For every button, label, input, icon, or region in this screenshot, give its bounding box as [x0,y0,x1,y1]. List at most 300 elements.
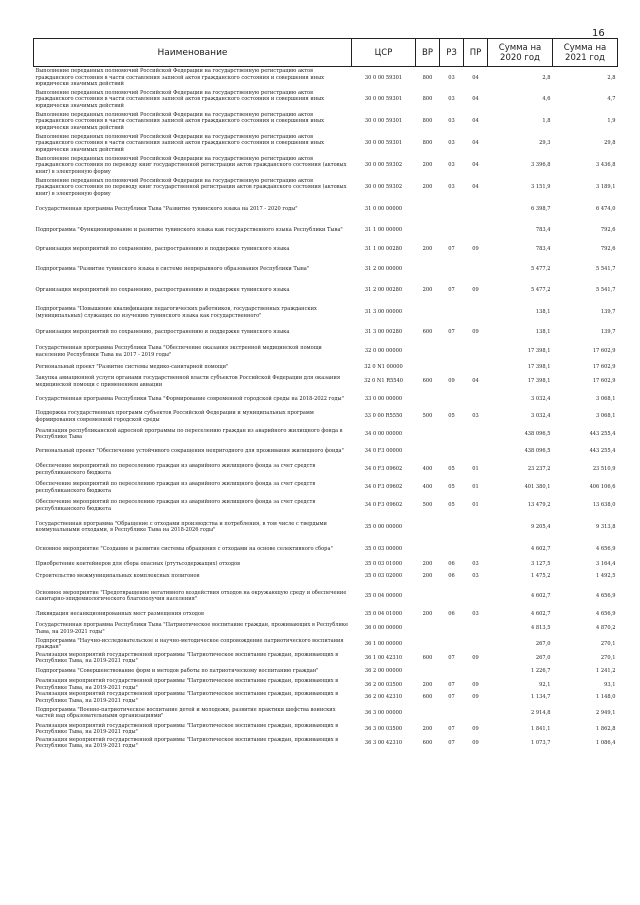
cell-csr: 30 0 00 59301 [364,96,403,103]
cell-sum-2020: 267,0 [535,640,551,647]
cell-sum-2020: 1,8 [542,118,551,125]
header-vr: ВР [416,39,440,67]
cell-sum-2020: 267,0 [535,654,551,661]
cell-sum-2021: 1 086,4 [596,739,616,746]
cell-sum-2020: 23 237,2 [527,466,551,473]
cell-rz: 03 [448,96,455,103]
cell-pr: 03 [472,573,479,580]
cell-sum-2021: 23 510,9 [592,466,616,473]
cell-pr: 09 [472,287,479,294]
cell-sum-2020: 3 396,8 [531,162,551,169]
cell-name: Государственная программа "Обращение с отходами производства и потребления, в том числе с твердыми коммунальными отходами, в Республике Тыва на 2018-2026 годы" [35,520,327,533]
table-row [34,637,618,652]
cell-csr: 34 0 F3 00000 [364,448,403,455]
header-name: Наименование [34,39,352,67]
cell-name: Региональный проект "Обеспечение устойчивого сокращения непригодного для проживания жилищного фонда" [35,448,344,455]
cell-csr: 34 0 F3 09602 [364,484,403,491]
cell-vr [416,540,440,560]
cell-sum-2021: 1 862,8 [596,725,616,732]
cell-rz [440,584,464,609]
cell-rz: 06 [448,573,455,580]
cell-csr: 31 0 00 00000 [364,205,403,212]
cell-pr: 04 [472,118,479,125]
cell-sum-2021: 13 638,0 [592,502,616,509]
table-row [34,584,618,609]
header-rz: РЗ [440,39,464,67]
table-row [34,652,618,665]
cell-sum-2021: 4 656,9 [596,546,616,553]
cell-vr: 200 [422,573,433,580]
cell-vr [416,664,440,678]
cell-sum-2021: 4 656,9 [596,611,616,618]
cell-vr [416,704,440,722]
cell-rz: 06 [448,611,455,618]
cell-pr [464,199,488,220]
cell-sum-2021: 139,7 [600,309,616,316]
cell-sum-2020: 4 813,5 [531,625,551,632]
cell-pr: 01 [472,502,479,509]
cell-rz: 06 [448,561,455,568]
cell-pr: 09 [472,654,479,661]
cell-csr: 31 3 00 00280 [364,328,403,335]
cell-sum-2020: 92,1 [539,681,551,688]
cell-name: Региональный проект "Развитие системы медико-санитарной помощи" [35,364,229,371]
cell-name: Организация мероприятий по сохранению, распространению и поддержке тувинского языка [35,287,290,294]
cell-vr [416,584,440,609]
cell-sum-2020: 438 096,5 [524,430,551,437]
cell-pr [464,391,488,408]
cell-csr: 30 0 00 59301 [364,140,403,147]
cell-vr: 200 [422,246,433,253]
cell-sum-2020: 5 477,2 [531,287,551,294]
cell-rz [440,259,464,280]
cell-vr: 800 [422,74,433,81]
cell-sum-2021: 443 255,4 [589,448,616,455]
table-row [34,391,618,408]
table-row [34,540,618,560]
cell-name: Поддержка государственных программ субъектов Российской Федерации и муниципальных программ формирования современной городской среды [35,410,314,423]
cell-pr [464,341,488,363]
cell-sum-2021: 792,6 [600,246,616,253]
cell-sum-2020: 138,1 [535,309,551,316]
cell-name: Выполнение переданных полномочий Российской Федерации на государственную регистрацию актов гражданского состояния в части составления записей актов гражданского состояния и совершения иных юридически значимых действий [35,133,325,153]
cell-sum-2020: 17 398,1 [527,364,551,371]
cell-rz: 05 [448,484,455,491]
cell-sum-2020: 3 032,4 [531,395,551,402]
cell-name: Выполнение переданных полномочий Российской Федерации на государственную регистрацию актов гражданского состояния в части составления записей актов гражданского состояния и совершения иных юридически значимых действий [35,68,325,87]
cell-name: Подпрограмма "Военно-патриотическое воспитание детей и молодежи, развитие практики шефства воинских частей над образовательными организациями" [35,706,336,719]
cell-rz [440,664,464,678]
cell-sum-2020: 2 914,8 [531,709,551,716]
cell-sum-2021: 9 313,8 [596,523,616,530]
cell-pr [464,363,488,373]
cell-rz [440,341,464,363]
cell-sum-2021: 3 068,1 [596,395,616,402]
table-row [34,324,618,341]
cell-sum-2021: 5 541,7 [596,287,616,294]
table-row [34,736,618,750]
table-row [34,479,618,497]
cell-sum-2020: 438 096,5 [524,448,551,455]
cell-rz: 07 [448,725,455,732]
cell-sum-2020: 138,1 [535,328,551,335]
cell-rz [440,515,464,540]
cell-vr: 200 [422,611,433,618]
table-row [34,443,618,461]
table-row [34,155,618,177]
cell-sum-2021: 1 148,0 [596,694,616,701]
cell-csr: 31 1 00 00280 [364,246,403,253]
table-row [34,133,618,155]
table-row [34,280,618,302]
cell-vr: 800 [422,96,433,103]
table-row [34,111,618,133]
cell-vr: 800 [422,118,433,125]
cell-name: Реализация мероприятий государственной программы "Патриотическое воспитание граждан, проживающих в Республике Тыва, на 2019-2021 годы" [35,651,339,664]
cell-vr [416,621,440,637]
cell-pr: 01 [472,484,479,491]
cell-vr [416,259,440,280]
budget-table [33,38,618,750]
table-row [34,497,618,515]
cell-sum-2021: 5 541,7 [596,265,616,272]
cell-vr [416,341,440,363]
cell-rz [440,220,464,241]
cell-rz: 07 [448,681,455,688]
cell-vr [416,199,440,220]
table-body [34,67,618,750]
cell-vr: 600 [422,694,433,701]
cell-rz: 03 [448,140,455,147]
cell-csr: 30 0 00 59301 [364,118,403,125]
cell-sum-2021: 3 189,1 [596,184,616,191]
cell-csr: 36 1 00 00000 [364,640,403,647]
cell-sum-2021: 3 436,8 [596,162,616,169]
cell-sum-2020: 1 134,7 [531,694,551,701]
cell-pr: 09 [472,694,479,701]
table-row [34,341,618,363]
cell-csr: 35 0 03 01000 [364,561,403,568]
cell-rz [440,363,464,373]
cell-rz: 05 [448,413,455,420]
cell-rz: 07 [448,328,455,335]
cell-vr [416,391,440,408]
cell-rz [440,199,464,220]
cell-sum-2021: 6 474,0 [596,205,616,212]
cell-sum-2021: 17 602,9 [592,364,616,371]
cell-rz [440,540,464,560]
table-row [34,373,618,391]
cell-name: Ликвидация несанкционированных мест размещения отходов [35,611,204,618]
cell-csr: 31 1 00 00000 [364,226,403,233]
header-sum-2020: Сумма на 2020 год [488,39,553,67]
cell-name: Государственная программа Республики Тыва "Развитие тувинского языка на 2017 - 2020 годы" [35,205,298,212]
cell-rz: 03 [448,74,455,81]
cell-sum-2020: 4 602,7 [531,546,551,553]
cell-vr [416,637,440,652]
cell-rz [440,637,464,652]
table-row [34,426,618,443]
cell-sum-2021: 443 255,4 [589,430,616,437]
cell-name: Подпрограмма "Повышение квалификации педагогических работников, государственных гражданских (муниципальных) служащих по изучению тувинского языка как государственного" [35,306,317,319]
cell-rz: 07 [448,739,455,746]
cell-csr: 35 0 04 00000 [364,592,403,599]
cell-name: Реализация мероприятий государственной программы "Патриотическое воспитание граждан, проживающих в Республике Тыва, на 2019-2021 годы" [35,736,339,749]
table-row [34,408,618,426]
cell-sum-2021: 4,7 [607,96,616,103]
table-row [34,461,618,479]
cell-name: Государственная программа Республики Тыва "Формирование современной городской среды на 2018-2022 годы" [35,395,344,402]
cell-pr: 04 [472,140,479,147]
cell-name: Реализация мероприятий государственной программы "Патриотическое воспитание граждан, проживающих в Республике Тыва, на 2019-2021 годы" [35,722,339,735]
cell-pr: 03 [472,413,479,420]
cell-sum-2020: 783,4 [535,246,551,253]
cell-rz [440,391,464,408]
cell-name: Строительство межмуниципальных комплексных полигонов [35,573,200,580]
cell-rz: 07 [448,246,455,253]
cell-sum-2020: 29,3 [539,140,551,147]
cell-csr: 30 0 00 59302 [364,162,403,169]
cell-csr: 36 3 00 42310 [364,739,403,746]
cell-sum-2021: 1,9 [607,118,616,125]
cell-csr: 36 3 00 00000 [364,709,403,716]
cell-csr: 36 3 00 03500 [364,725,403,732]
cell-csr: 34 0 F3 09602 [364,502,403,509]
cell-pr [464,637,488,652]
table-row [34,241,618,259]
cell-sum-2021: 1 492,5 [596,573,616,580]
cell-pr [464,584,488,609]
cell-vr [416,363,440,373]
cell-vr: 800 [422,140,433,147]
cell-sum-2020: 4,6 [542,96,551,103]
cell-sum-2021: 93,1 [604,681,616,688]
cell-csr: 36 0 00 00000 [364,625,403,632]
cell-sum-2021: 4 870,2 [596,625,616,632]
cell-csr: 30 0 00 59302 [364,184,403,191]
cell-rz: 05 [448,466,455,473]
cell-rz: 07 [448,654,455,661]
cell-sum-2020: 9 205,4 [531,523,551,530]
table-row [34,302,618,324]
cell-name: Подпрограмма "Совершенствование форм и методов работы по патриотическому воспитанию граждан" [35,668,319,675]
table-row [34,199,618,220]
cell-name: Выполнение переданных полномочий Российской Федерации на государственную регистрацию актов гражданского состояния в части составления записей актов гражданского состояния и совершения иных юридически значимых действий [35,89,325,109]
cell-vr [416,426,440,443]
cell-csr: 36 1 00 42310 [364,654,403,661]
cell-sum-2020: 17 398,1 [527,348,551,355]
cell-sum-2021: 2 949,1 [596,709,616,716]
cell-pr: 09 [472,328,479,335]
cell-name: Основное мероприятие "Создание и развитие системы обращения с отходами на основе селективного сбора" [35,546,333,553]
cell-vr: 400 [422,484,433,491]
cell-vr: 200 [422,162,433,169]
cell-rz [440,443,464,461]
cell-sum-2021: 406 106,6 [589,484,616,491]
table-row [34,363,618,373]
cell-sum-2021: 29,8 [604,140,616,147]
cell-pr: 04 [472,378,479,385]
cell-pr [464,426,488,443]
table-row [34,609,618,621]
cell-sum-2020: 1 475,2 [531,573,551,580]
table-row [34,722,618,736]
cell-sum-2020: 13 479,2 [527,502,551,509]
table-row [34,621,618,637]
cell-vr: 200 [422,287,433,294]
cell-pr: 09 [472,246,479,253]
table-row [34,691,618,704]
cell-csr: 35 0 00 00000 [364,523,403,530]
cell-sum-2020: 401 380,1 [524,484,551,491]
table-row [34,515,618,540]
cell-sum-2020: 1 073,7 [531,739,551,746]
cell-vr: 500 [422,413,433,420]
cell-csr: 36 2 00 00000 [364,668,403,675]
cell-pr [464,220,488,241]
cell-csr: 35 0 03 00000 [364,546,403,553]
header-sum-2021: Сумма на 2021 год [553,39,618,67]
cell-vr [416,443,440,461]
cell-rz: 09 [448,378,455,385]
cell-rz [440,426,464,443]
cell-name: Организация мероприятий по сохранению, распространению и поддержке тувинского языка [35,246,290,253]
table-row [34,704,618,722]
cell-sum-2021: 3 164,4 [596,561,616,568]
cell-rz [440,302,464,324]
cell-csr: 36 2 00 03500 [364,681,403,688]
cell-csr: 35 0 04 01000 [364,611,403,618]
header-csr: ЦСР [352,39,416,67]
cell-name: Приобретение контейнеров для сбора опасных (ртутьсодержащих) отходов [35,561,240,568]
table-header-row [34,39,618,67]
cell-vr [416,220,440,241]
cell-sum-2021: 2,8 [607,74,616,81]
cell-sum-2020: 783,4 [535,226,551,233]
cell-pr: 03 [472,561,479,568]
cell-pr [464,704,488,722]
cell-sum-2020: 4 602,7 [531,611,551,618]
cell-vr: 600 [422,739,433,746]
cell-csr: 31 2 00 00000 [364,265,403,272]
cell-sum-2021: 139,7 [600,328,616,335]
cell-vr: 600 [422,328,433,335]
table-row [34,560,618,570]
cell-sum-2020: 5 477,2 [531,265,551,272]
cell-rz: 03 [448,118,455,125]
cell-csr: 31 3 00 00000 [364,309,403,316]
cell-rz: 07 [448,287,455,294]
cell-pr: 09 [472,725,479,732]
cell-pr [464,664,488,678]
cell-sum-2021: 1 241,2 [596,668,616,675]
cell-sum-2020: 17 398,1 [527,378,551,385]
table-row [34,89,618,111]
cell-csr: 35 0 03 02000 [364,573,403,580]
cell-name: Выполнение переданных полномочий Российской Федерации на государственную регистрацию актов гражданского состояния по переводу книг государственной регистрации актов гражданского состояния (актовых книг) в электронную форму [35,155,347,175]
cell-sum-2021: 4 656,9 [596,592,616,599]
table-row [34,67,618,89]
cell-sum-2020: 1 226,7 [531,668,551,675]
cell-rz: 03 [448,184,455,191]
cell-name: Обеспечение мероприятий по переселению граждан из аварийного жилищного фонда за счет средств республиканского бюджета [35,499,316,512]
cell-rz: 03 [448,162,455,169]
cell-sum-2021: 270,1 [600,640,616,647]
cell-rz [440,621,464,637]
cell-name: Подпрограмма "Функционирование и развитие тувинского языка как государственного языка Республики Тыва" [35,226,343,233]
cell-pr [464,259,488,280]
cell-csr: 32 0 N1 R5540 [363,378,404,385]
cell-name: Обеспечение мероприятий по переселению граждан из аварийного жилищного фонда за счет средств республиканского бюджета [35,463,316,476]
table-row [34,678,618,691]
cell-name: Государственная программа Республики Тыва "Обеспечение оказания экстренной медицинской помощи населению Республики Тыва на 2017 - 2019 годы" [35,345,322,358]
cell-name: Подпрограмма "Развитие тувинского языка в системе непрерывного образования Республики Тыва" [35,265,310,272]
cell-pr: 09 [472,739,479,746]
cell-name: Организация мероприятий по сохранению, распространению и поддержке тувинского языка [35,328,290,335]
cell-rz [440,704,464,722]
cell-name: Подпрограмма "Научно-исследовательское и научно-методическое сопровождение патриотического воспитания граждан" [35,637,344,650]
cell-rz: 07 [448,694,455,701]
cell-csr: 31 2 00 00280 [364,287,403,294]
cell-name: Основное мероприятие "Предотвращение негативного воздействия отходов на окружающую среду и обеспечение санитарно-эпидемиологического благополучия населения" [35,589,347,602]
cell-vr: 200 [422,561,433,568]
page-number: 16 [592,28,605,39]
cell-pr [464,302,488,324]
cell-sum-2020: 2,8 [542,74,551,81]
cell-csr: 32 0 00 00000 [364,348,403,355]
cell-name: Выполнение переданных полномочий Российской Федерации на государственную регистрацию актов гражданского состояния по переводу книг государственной регистрации актов гражданского состояния (актовых книг) в электронную форму [35,177,347,197]
cell-vr [416,515,440,540]
cell-csr: 34 0 F3 09602 [364,466,403,473]
cell-sum-2021: 270,1 [600,654,616,661]
cell-name: Закупка авиационной услуги органами государственной власти субъектов Российской Федерации для оказания медицинской помощи с применением авиации [35,375,341,388]
cell-sum-2021: 17 602,9 [592,348,616,355]
table-row [34,570,618,584]
cell-vr [416,302,440,324]
cell-sum-2021: 3 068,1 [596,413,616,420]
cell-vr: 200 [422,725,433,732]
cell-sum-2020: 3 032,4 [531,413,551,420]
cell-vr: 400 [422,466,433,473]
cell-sum-2020: 3 127,5 [531,561,551,568]
cell-name: Реализация республиканской адресной программы по переселению граждан из аварийного жилищного фонда в Республике Тыва [35,427,343,440]
cell-sum-2020: 6 398,7 [531,205,551,212]
cell-pr: 04 [472,184,479,191]
cell-pr: 04 [472,74,479,81]
cell-sum-2021: 792,6 [600,226,616,233]
table-row [34,220,618,241]
cell-pr: 03 [472,611,479,618]
cell-pr: 09 [472,681,479,688]
cell-csr: 33 0 00 00000 [364,395,403,402]
cell-vr: 600 [422,654,433,661]
table-row [34,664,618,678]
cell-name: Выполнение переданных полномочий Российской Федерации на государственную регистрацию актов гражданского состояния в части составления записей актов гражданского состояния и совершения иных юридически значимых действий [35,111,325,131]
cell-name: Государственная программа Республики Тыва "Патриотическое воспитание граждан, проживающих в Республике Тыва, на 2019-2021 годы" [35,622,349,635]
cell-pr [464,443,488,461]
cell-csr: 36 2 00 42310 [364,694,403,701]
cell-pr: 04 [472,162,479,169]
cell-pr [464,540,488,560]
cell-pr: 01 [472,466,479,473]
cell-sum-2021: 17 602,9 [592,378,616,385]
cell-vr: 200 [422,184,433,191]
cell-rz: 05 [448,502,455,509]
cell-sum-2020: 1 841,1 [531,725,551,732]
cell-csr: 32 0 N1 00000 [364,364,403,371]
table-row [34,259,618,280]
cell-csr: 30 0 00 59301 [364,74,403,81]
